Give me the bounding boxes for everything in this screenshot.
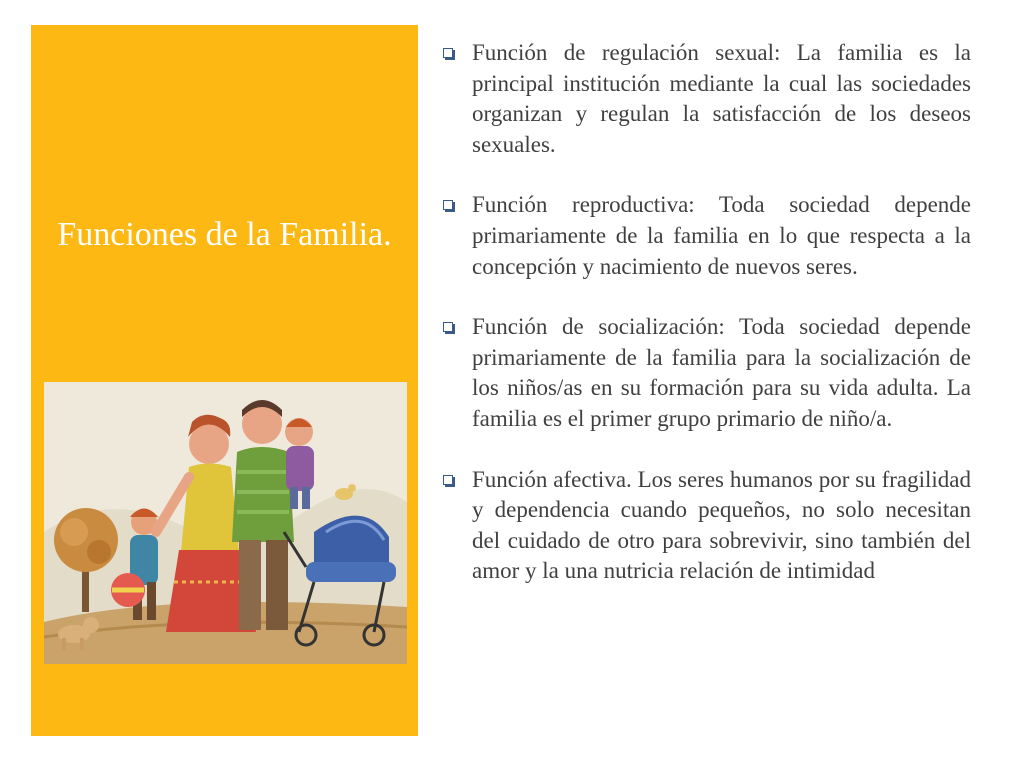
family-illustration bbox=[44, 382, 407, 664]
square-bullet-icon bbox=[443, 475, 453, 485]
square-bullet-icon bbox=[443, 322, 453, 332]
bullet-item-reproductiva bbox=[443, 190, 971, 282]
bullet-text: Función reproductiva: Toda sociedad depende primariamente de la familia en lo que respecta a la concepción y nacimiento de nuevos seres. bbox=[472, 192, 971, 279]
bullet-item-regulacion-sexual bbox=[443, 38, 971, 160]
bullet-text: Función afectiva. Los seres humanos por su fragilidad y dependencia cuando pequeños, no solo necesitan del cuidado de otro para sobrevivir, sino también del amor y la una nutricia relación de intimidad bbox=[472, 466, 971, 584]
slide-title: Funciones de la Familia. bbox=[57, 216, 392, 253]
square-bullet-icon bbox=[443, 48, 453, 58]
title-panel bbox=[31, 25, 418, 736]
square-bullet-icon bbox=[443, 200, 453, 210]
bullet-text: Función de socialización: Toda sociedad depende primariamente de la familia para la socialización de los niños/as en su formación para su vida adulta. La familia es el primer grupo primario de niño/a. bbox=[472, 314, 971, 431]
bullet-text: Función de regulación sexual: La familia es la principal institución mediante la cual las sociedades organizan y regulan la satisfacción de los deseos sexuales. bbox=[472, 40, 971, 157]
family-illustration-icon bbox=[44, 382, 407, 664]
bullet-list bbox=[443, 38, 971, 617]
bullet-item-socializacion bbox=[443, 312, 971, 434]
bullet-item-afectiva bbox=[443, 465, 971, 587]
